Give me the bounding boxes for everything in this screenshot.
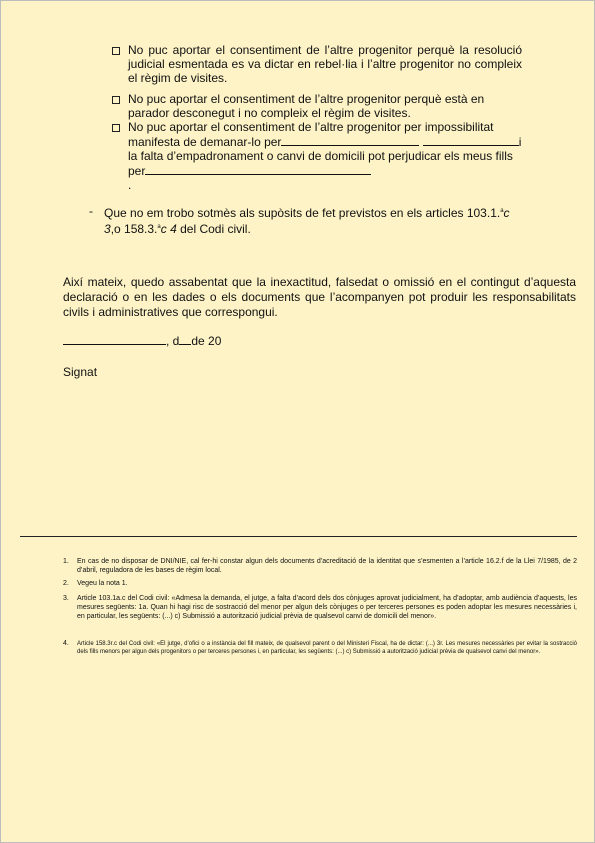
- option-text-part-2: i la falta d’empadronament o canvi de domicili pot perjudicar els meus fills per: [128, 135, 522, 178]
- option-text: No puc aportar el consentiment de l’altre progenitor perquè la resolució judicial esmentada es va dictar en rebel·lia i l’altre progenitor no compleix el règim de visites.: [128, 43, 522, 85]
- place-blank-field[interactable]: [63, 333, 166, 345]
- children-harm-blank-field[interactable]: [145, 163, 371, 175]
- footnote-1: [63, 557, 577, 575]
- checkbox-icon[interactable]: [112, 47, 120, 55]
- articles-ref-2: a: [157, 224, 161, 230]
- footnote-3: [63, 594, 577, 621]
- footnote-text: Article 103.1a.c del Codi civil: «Admesa la demanda, el jutge, a falta d’acord dels dos cònjuges aprovat judicialment, ha d’adoptar, amb audiència d’aquests, les mesures següents: 1a. Quan hi hagi risc de sostracció del menor per algun dels cònjuges o per terceres persones es poden adoptar les mesures necessàries i, en particular, les següents: (...) c) Submissió a autorització judicial prèvia de qualsevol canvi de domicili del menor».: [77, 595, 577, 620]
- footnote-number: 2.: [63, 580, 69, 587]
- date-line: [63, 333, 221, 348]
- reason-blank-field[interactable]: [281, 134, 419, 146]
- checkbox-icon[interactable]: [112, 96, 120, 104]
- option-text-part-3: .: [128, 178, 132, 192]
- articles-text-3: del Codi civil.: [176, 222, 251, 236]
- footnote-text: Vegeu la nota 1.: [77, 580, 128, 587]
- reason-blank-field-continued[interactable]: [423, 134, 519, 146]
- day-blank-field[interactable]: [179, 333, 191, 345]
- footnote-number: 4.: [63, 640, 69, 647]
- checkbox-option-rebellia[interactable]: [112, 43, 522, 85]
- list-bullet: -: [89, 204, 93, 218]
- articles-sup-2: c 4: [160, 222, 177, 236]
- footnote-number: 1.: [63, 558, 69, 565]
- option-text-part-1: No puc aportar el consentiment de l’altre progenitor per impossibilitat manifesta de demanar-lo per: [128, 120, 494, 149]
- checkbox-option-impossibilitat[interactable]: [112, 120, 522, 192]
- footnote-4: [63, 640, 577, 656]
- date-line-text-2: de 20: [191, 334, 222, 348]
- checkbox-icon[interactable]: [112, 124, 120, 132]
- footnote-divider: [20, 536, 577, 537]
- date-line-text-1: , d: [166, 334, 180, 348]
- footnote-2: [63, 579, 577, 588]
- footnote-text: En cas de no disposar de DNI/NIE, cal fer-hi constar algun dels documents d’acreditació de la identitat que s’esmenten a l’article 16.2.f de la Llei 7/1985, de 2 d’abril, reguladora de les bases de règim local.: [77, 558, 577, 574]
- option-text: No puc aportar el consentiment de l’altre progenitor perquè està en parador desconegut i no compleix el règim de visites.: [128, 92, 485, 120]
- declaration-paragraph: Així mateix, quedo assabentat que la inexactitud, falsedat o omissió en el contingut d’aquesta declaració o en les dades o els documents que l’acompanyen pot produir les responsabilitats civils i administratives que correspongui.: [63, 275, 576, 319]
- articles-text-1: Que no em trobo sotmès als supòsits de fet previstos en els articles 103.1.: [104, 206, 501, 220]
- footnote-number: 3.: [63, 595, 69, 602]
- signature-label: Signat: [63, 365, 98, 379]
- articles-statement: [104, 204, 514, 236]
- footnote-text: Article 158.3r.c del Codi civil: «El jutge, d’ofici o a instància del fill mateix, de qualsevol parent o del Ministeri Fiscal, ha de dictar: (...) 3r. Les mesures necessàries per evitar la sostracció dels fills menors per algun dels progenitors o per terceres persones i, en particular, les següents: (...) c) Submissió a autorització judicial prèvia de qualsevol canvi del menor».: [77, 641, 577, 655]
- checkbox-option-parador-desconegut[interactable]: [112, 92, 522, 120]
- articles-sup-1: c 3: [104, 206, 510, 236]
- option-text: [128, 120, 522, 192]
- articles-text-2: ,o 158.3.: [110, 222, 158, 236]
- articles-ref-1: a: [500, 208, 504, 214]
